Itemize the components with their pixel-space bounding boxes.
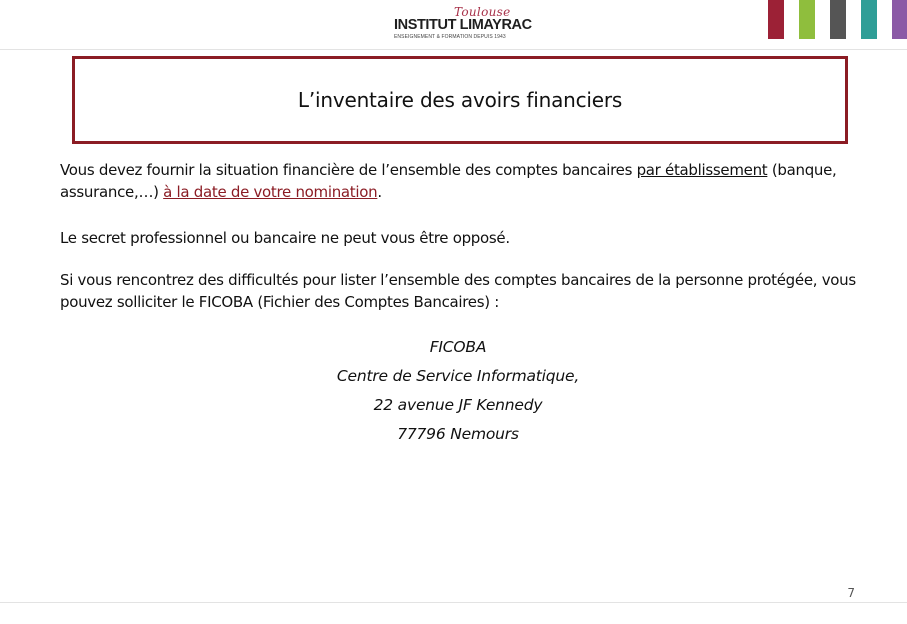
paragraph-secret: Le secret professionnel ou bancaire ne peut vous être opposé. (60, 229, 510, 247)
color-bar (799, 0, 815, 39)
ficoba-address (258, 333, 658, 449)
red-underlined-date-nomination: à la date de votre nomination (163, 183, 378, 201)
footer-divider (0, 602, 907, 603)
institut-limayrac-logo (388, 5, 532, 42)
color-bar (768, 0, 784, 39)
address-line1: Centre de Service Informatique, (336, 367, 580, 385)
color-bar (830, 0, 846, 39)
address-line2: 22 avenue JF Kennedy (373, 396, 543, 414)
logo-tagline: ENSEIGNEMENT & FORMATION DEPUIS 1943 (394, 34, 506, 40)
color-bar (861, 0, 877, 39)
address-name: FICOBA (429, 338, 487, 356)
logo-main-text: INSTITUT LIMAYRAC (394, 17, 532, 33)
title-box (72, 56, 848, 144)
paragraph-ficoba: Si vous rencontrez des difficultés pour lister l’ensemble des comptes bancaires de la personne protégée, vous pouvez solliciter le FICOBA (Fichier des Comptes Bancaires) : (60, 271, 856, 311)
logo-script-text: Toulouse (454, 5, 511, 19)
underlined-par-etablissement: par établissement (636, 161, 768, 179)
page-title: L’inventaire des avoirs financiers (297, 88, 623, 112)
color-bar (892, 0, 907, 39)
paragraph-financial-situation (60, 159, 860, 203)
page-number: 7 (847, 586, 855, 600)
paragraph1-text: Vous devez fournir la situation financière de l’ensemble des comptes bancaires (60, 161, 637, 179)
paragraph1-text-3: . (377, 183, 382, 201)
address-line3: 77796 Nemours (397, 425, 519, 443)
page-header (0, 0, 907, 50)
header-divider (0, 49, 907, 50)
paragraph1-text-2: (banque, assurance,…) (60, 161, 837, 201)
